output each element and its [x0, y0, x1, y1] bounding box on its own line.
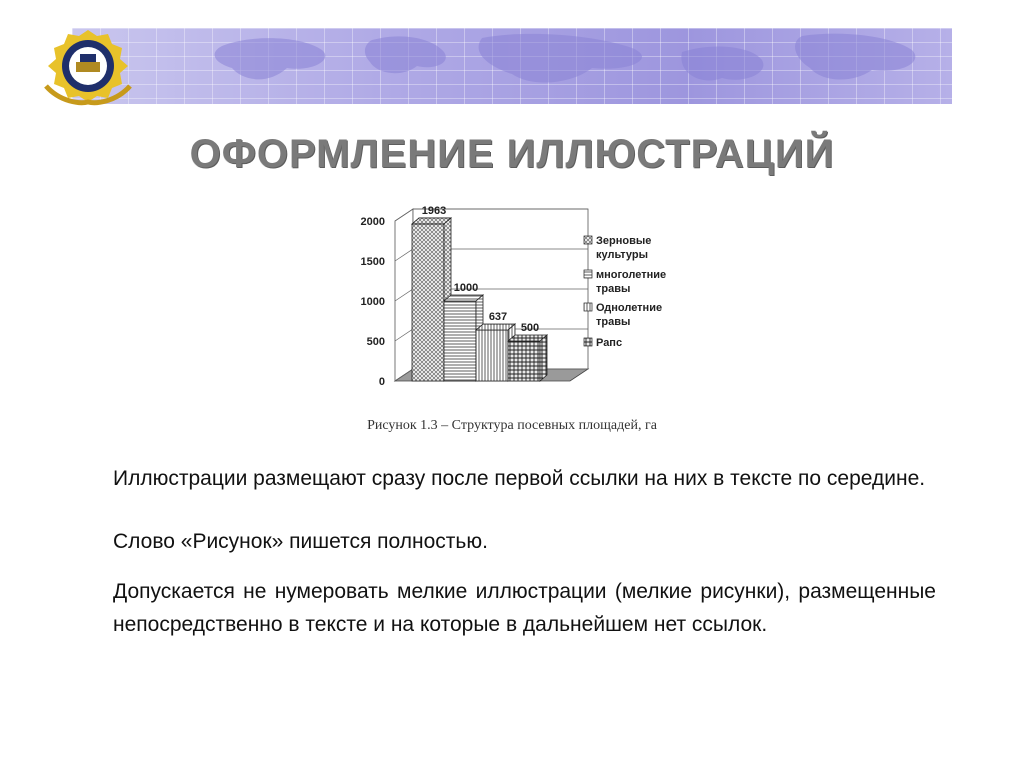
slide-title: ОФОРМЛЕНИЕ ИЛЛЮСТРАЦИЙ [189, 132, 835, 176]
legend-swatch [584, 270, 592, 278]
y-tick-label: 500 [366, 336, 385, 348]
y-tick-label: 0 [378, 376, 385, 388]
bar [444, 301, 476, 381]
data-label: 1963 [421, 204, 447, 217]
legend-swatch [584, 303, 592, 311]
bar [412, 224, 444, 381]
legend-entry: Однолетние травы [596, 302, 663, 328]
world-map-icon [72, 28, 952, 104]
paragraph-word-rule: Слово «Рисунок» пишется полностью. [113, 530, 488, 553]
legend-swatch [584, 236, 592, 244]
data-label: 500 [520, 322, 540, 334]
university-emblem-icon [40, 26, 136, 106]
bar [476, 330, 508, 381]
paragraph-numbering-rule: Допускается не нумеровать мелкие иллюстрации (мелкие рисунки), размещенные непосредственно в тексте и на которые в дальнейшем нет ссылок. [113, 580, 936, 636]
data-label: 1000 [453, 282, 479, 294]
paragraph-placement: Иллюстрации размещают сразу после первой ссылки на них в тексте по середине. [113, 467, 926, 490]
figure-caption: Рисунок 1.3 – Структура посевных площадей, га [367, 418, 657, 433]
bar-chart [340, 196, 700, 404]
bar [508, 341, 540, 381]
y-tick-label: 1500 [360, 256, 385, 268]
bar-side [540, 335, 547, 381]
data-label: 637 [488, 311, 508, 324]
legend-swatch [584, 338, 592, 346]
header-banner [72, 28, 952, 104]
y-tick-label: 1000 [360, 296, 385, 308]
y-tick-label: 2000 [360, 216, 385, 228]
legend-entry: Зерновые культуры [596, 235, 652, 261]
legend-entry: Рапс [596, 337, 623, 349]
legend-entry: многолетние травы [596, 269, 667, 295]
